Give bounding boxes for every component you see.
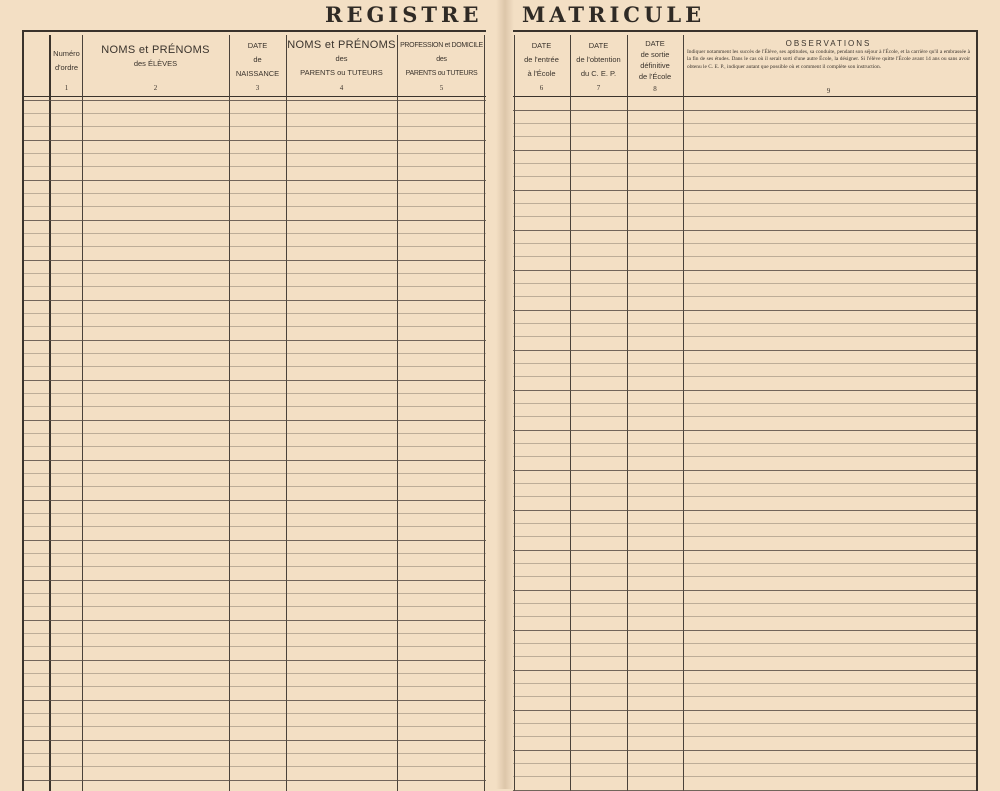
entry-row-line — [24, 220, 486, 221]
header-col5-line1: PROFESSION et DOMICILE — [400, 42, 483, 49]
entry-subrow-line — [513, 283, 976, 284]
entry-subrow-line — [24, 673, 486, 674]
right-header — [513, 35, 976, 97]
header-col8-number: 8 — [653, 85, 657, 93]
entry-subrow-line — [513, 243, 976, 244]
header-col-entry-date — [513, 35, 570, 96]
entry-row-line — [513, 430, 976, 431]
header-col2-line2: des ÉLÈVES — [133, 59, 178, 68]
entry-subrow-line — [24, 633, 486, 634]
entry-subrow-line — [513, 163, 976, 164]
entry-subrow-line — [24, 433, 486, 434]
entry-subrow-line — [24, 206, 486, 207]
entry-subrow-line — [24, 593, 486, 594]
entry-subrow-line — [513, 456, 976, 457]
entry-subrow-line — [24, 486, 486, 487]
header-col7-line3: du C. E. P. — [580, 69, 617, 78]
left-entry-rows — [24, 96, 486, 791]
entry-subrow-line — [24, 646, 486, 647]
header-col-parent-names — [286, 35, 397, 96]
entry-subrow-line — [513, 216, 976, 217]
page-gutter — [496, 0, 514, 789]
entry-subrow-line — [24, 273, 486, 274]
header-col6-line3: à l'École — [527, 69, 556, 78]
entry-row-line — [513, 630, 976, 631]
header-col5-line2: des — [436, 56, 447, 63]
entry-row-line — [24, 460, 486, 461]
entry-subrow-line — [513, 336, 976, 337]
entry-row-line — [24, 180, 486, 181]
entry-subrow-line — [24, 766, 486, 767]
entry-subrow-line — [513, 136, 976, 137]
observations-instructions: Indiquer notamment les succès de l'Élève, ses aptitudes, sa conduite, pendant son séjour à l'École, et la carrière qu'il a embrassée à la fin de ses études. Dans le cas où il serait sorti d'une autre École, la désigner. Si l'élève quitte l'École avant 14 ans ou sans avoir obtenu le C. E. P., indiquer autant que possible où et comment il complète son instruction. — [687, 49, 970, 70]
entry-row-line — [24, 380, 486, 381]
entry-row-line — [513, 110, 976, 111]
header-col-student-names — [82, 35, 229, 96]
entry-subrow-line — [24, 553, 486, 554]
header-col2-number: 2 — [153, 84, 158, 92]
entry-subrow-line — [24, 526, 486, 527]
header-col4-line2: des — [335, 54, 348, 63]
entry-subrow-line — [513, 536, 976, 537]
entry-subrow-line — [24, 246, 486, 247]
entry-subrow-line — [513, 723, 976, 724]
header-col3-line1: DATE — [247, 41, 268, 50]
entry-row-line — [513, 710, 976, 711]
entry-row-line — [24, 260, 486, 261]
entry-subrow-line — [513, 443, 976, 444]
entry-row-line — [513, 510, 976, 511]
register-title-right: MATRICULE — [522, 2, 706, 27]
register-title-left: REGISTRE — [325, 2, 483, 27]
entry-row-line — [24, 500, 486, 501]
left-page — [22, 30, 486, 791]
entry-subrow-line — [24, 193, 486, 194]
header-col3-number: 3 — [255, 84, 260, 92]
entry-subrow-line — [513, 256, 976, 257]
header-col3-line3: NAISSANCE — [235, 69, 280, 78]
entry-subrow-line — [513, 176, 976, 177]
entry-row-line — [24, 140, 486, 141]
entry-row-line — [24, 300, 486, 301]
entry-subrow-line — [24, 393, 486, 394]
entry-subrow-line — [513, 776, 976, 777]
entry-subrow-line — [24, 473, 486, 474]
entry-subrow-line — [24, 406, 486, 407]
entry-subrow-line — [24, 126, 486, 127]
entry-subrow-line — [24, 233, 486, 234]
header-col-order-number — [51, 35, 82, 96]
header-col7-number: 7 — [596, 84, 601, 92]
header-col8-line1: DATE — [645, 39, 665, 48]
entry-subrow-line — [24, 446, 486, 447]
entry-row-line — [513, 750, 976, 751]
entry-subrow-line — [513, 376, 976, 377]
entry-row-line — [24, 780, 486, 781]
entry-subrow-line — [513, 696, 976, 697]
observations-title: OBSERVATIONS — [785, 39, 872, 48]
header-col4-number: 4 — [339, 84, 344, 92]
header-col7-line2: de l'obtention — [576, 55, 621, 64]
entry-subrow-line — [513, 563, 976, 564]
entry-subrow-line — [513, 296, 976, 297]
entry-row-line — [513, 190, 976, 191]
header-col-parent-profession — [397, 35, 486, 96]
right-page — [513, 30, 978, 791]
header-col-cep-date — [570, 35, 627, 96]
entry-subrow-line — [513, 483, 976, 484]
entry-subrow-line — [24, 113, 486, 114]
entry-subrow-line — [513, 683, 976, 684]
entry-subrow-line — [513, 643, 976, 644]
entry-subrow-line — [24, 713, 486, 714]
header-col1-line1: Numéro — [53, 49, 80, 58]
entry-row-line — [24, 740, 486, 741]
header-col6-number: 6 — [539, 84, 544, 92]
entry-subrow-line — [513, 323, 976, 324]
entry-row-line — [513, 270, 976, 271]
entry-subrow-line — [513, 203, 976, 204]
entry-row-line — [513, 390, 976, 391]
entry-subrow-line — [24, 286, 486, 287]
header-col5-line3: PARENTS ou TUTEURS — [405, 70, 478, 77]
entry-subrow-line — [24, 606, 486, 607]
header-col8-line2: de sortie — [640, 50, 670, 59]
entry-subrow-line — [513, 416, 976, 417]
entry-row-line — [513, 470, 976, 471]
entry-row-line — [513, 670, 976, 671]
entry-row-line — [513, 310, 976, 311]
entry-subrow-line — [513, 403, 976, 404]
right-entry-rows — [513, 96, 976, 791]
entry-subrow-line — [24, 513, 486, 514]
entry-row-line — [24, 540, 486, 541]
header-col-exit-date — [627, 35, 683, 96]
header-col6-line1: DATE — [531, 41, 552, 50]
header-col6-line2: de l'entrée — [524, 55, 559, 64]
entry-row-line — [513, 230, 976, 231]
entry-row-line — [513, 590, 976, 591]
header-col1-line2: d'ordre — [54, 63, 79, 72]
entry-subrow-line — [24, 353, 486, 354]
header-col-observations — [683, 35, 974, 96]
entry-row-line — [24, 700, 486, 701]
entry-subrow-line — [513, 523, 976, 524]
entry-subrow-line — [24, 686, 486, 687]
entry-subrow-line — [24, 153, 486, 154]
entry-row-line — [513, 350, 976, 351]
entry-row-line — [24, 620, 486, 621]
entry-row-line — [513, 550, 976, 551]
header-col8-line3: définitive — [640, 61, 670, 70]
entry-subrow-line — [24, 566, 486, 567]
entry-subrow-line — [513, 496, 976, 497]
entry-subrow-line — [24, 326, 486, 327]
entry-subrow-line — [24, 726, 486, 727]
entry-subrow-line — [513, 363, 976, 364]
header-col5-number: 5 — [439, 84, 444, 92]
header-col2-line1: NOMS et PRÉNOMS — [101, 44, 210, 56]
header-col8-line4: de l'École — [638, 72, 672, 81]
header-col9-number: 9 — [826, 87, 831, 95]
entry-row-line — [24, 660, 486, 661]
entry-row-line — [24, 420, 486, 421]
entry-subrow-line — [513, 736, 976, 737]
entry-row-line — [24, 580, 486, 581]
entry-subrow-line — [513, 656, 976, 657]
entry-row-line — [24, 100, 486, 101]
entry-row-line — [513, 150, 976, 151]
header-col7-line1: DATE — [588, 41, 609, 50]
entry-subrow-line — [513, 763, 976, 764]
header-col-birth-date — [229, 35, 286, 96]
entry-row-line — [24, 340, 486, 341]
header-col3-line2: de — [253, 55, 262, 64]
entry-subrow-line — [24, 166, 486, 167]
left-header — [24, 35, 486, 97]
entry-subrow-line — [513, 616, 976, 617]
header-col4-line3: PARENTS ou TUTEURS — [300, 68, 383, 77]
entry-subrow-line — [24, 366, 486, 367]
entry-subrow-line — [513, 576, 976, 577]
header-col1-number: 1 — [64, 84, 69, 92]
entry-subrow-line — [24, 313, 486, 314]
entry-subrow-line — [513, 603, 976, 604]
header-col4-line1: NOMS et PRÉNOMS — [287, 39, 396, 51]
entry-subrow-line — [24, 753, 486, 754]
entry-subrow-line — [513, 123, 976, 124]
